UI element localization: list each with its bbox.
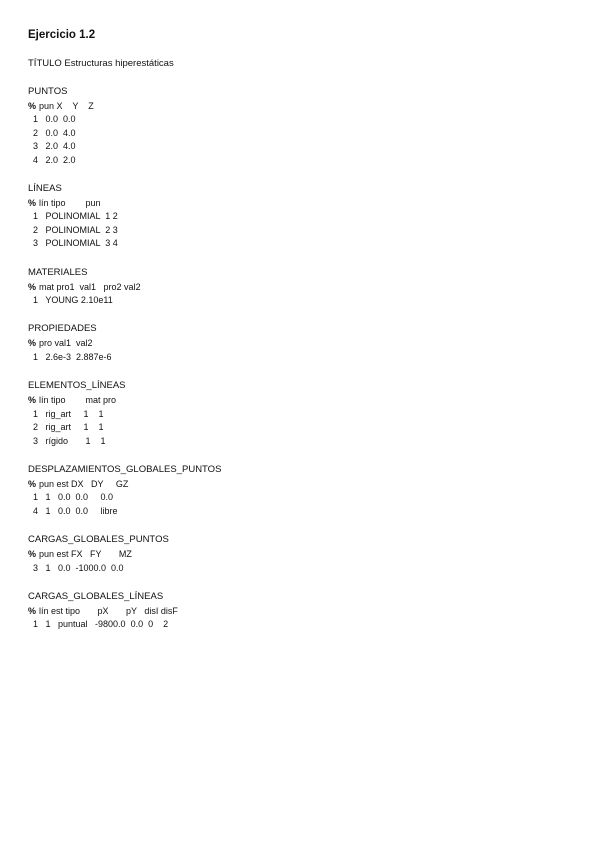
- column-headers: lín tipo mat pro: [39, 395, 117, 406]
- data-row: 1 0.0 0.0: [33, 114, 76, 125]
- column-headers: lín est tipo pX pY disI disF: [39, 605, 178, 616]
- comment-marker: %: [28, 395, 37, 406]
- comment-marker: %: [28, 338, 37, 349]
- data-row: 3 1 0.0 -1000.0 0.0: [33, 562, 124, 573]
- column-header-row: [28, 281, 568, 294]
- comment-marker: %: [28, 549, 37, 560]
- section-title: LÍNEAS: [28, 183, 62, 195]
- section-title: ELEMENTOS_LÍNEAS: [28, 380, 126, 392]
- section-title: DESPLAZAMIENTOS_GLOBALES_PUNTOS: [28, 463, 222, 475]
- column-header-row: [28, 605, 568, 618]
- column-header-row: [28, 478, 568, 491]
- column-headers: mat pro1 val1 pro2 val2: [39, 281, 141, 292]
- comment-marker: %: [28, 478, 37, 489]
- section-lineas: [28, 183, 568, 251]
- data-row: 2 0.0 4.0: [33, 127, 76, 138]
- column-header-row: [28, 394, 568, 407]
- section-title: PROPIEDADES: [28, 323, 97, 335]
- column-header-row: [28, 100, 568, 113]
- data-row: 3 POLINOMIAL 3 4: [33, 238, 118, 249]
- section-title: PUNTOS: [28, 86, 68, 97]
- section-title: CARGAS_GLOBALES_PUNTOS: [28, 534, 169, 546]
- section-puntos: [28, 86, 568, 167]
- data-row: 1 2.6e-3 2.887e-6: [33, 351, 112, 362]
- data-row: 1 1 puntual -9800.0 0.0 0 2: [33, 619, 169, 630]
- column-header-row: [28, 197, 568, 210]
- comment-marker: %: [28, 605, 37, 616]
- section-cargas-puntos: [28, 534, 568, 575]
- data-row: 1 POLINOMIAL 1 2: [33, 211, 118, 222]
- column-headers: lín tipo pun: [39, 198, 101, 209]
- comment-marker: %: [28, 281, 37, 292]
- data-row: 2 POLINOMIAL 2 3: [33, 224, 118, 235]
- column-headers: pun X Y Z: [39, 101, 94, 111]
- section-title: CARGAS_GLOBALES_LÍNEAS: [28, 590, 164, 602]
- data-row: 3 rígido 1 1: [33, 435, 106, 446]
- data-row: 2 rig_art 1 1: [33, 422, 104, 433]
- section-cargas-lineas: [28, 591, 568, 632]
- section-desplazamientos: [28, 464, 568, 518]
- document-title: Ejercicio 1.2: [28, 29, 96, 41]
- data-row: 1 YOUNG 2.10e11: [33, 295, 113, 306]
- data-row: 3 2.0 4.0: [33, 141, 76, 152]
- data-row: 1 rig_art 1 1: [33, 408, 104, 419]
- section-materiales: [28, 267, 568, 308]
- title-line: TÍTULO Estructuras hiperestáticas: [28, 58, 174, 69]
- column-header-row: [28, 337, 568, 350]
- section-elementos-lineas: [28, 380, 568, 448]
- section-propiedades: [28, 323, 568, 364]
- column-headers: pro val1 val2: [39, 338, 93, 349]
- sections-container: [28, 86, 568, 632]
- comment-marker: %: [28, 101, 37, 111]
- column-headers: pun est DX DY GZ: [39, 478, 129, 489]
- data-row: 1 1 0.0 0.0 0.0: [33, 492, 114, 503]
- data-row: 4 2.0 2.0: [33, 154, 76, 165]
- section-title: MATERIALES: [28, 266, 88, 278]
- document-page: [28, 28, 568, 632]
- column-header-row: [28, 548, 568, 561]
- comment-marker: %: [28, 198, 37, 209]
- data-row: 4 1 0.0 0.0 libre: [33, 505, 118, 516]
- column-headers: pun est FX FY MZ: [39, 549, 132, 560]
